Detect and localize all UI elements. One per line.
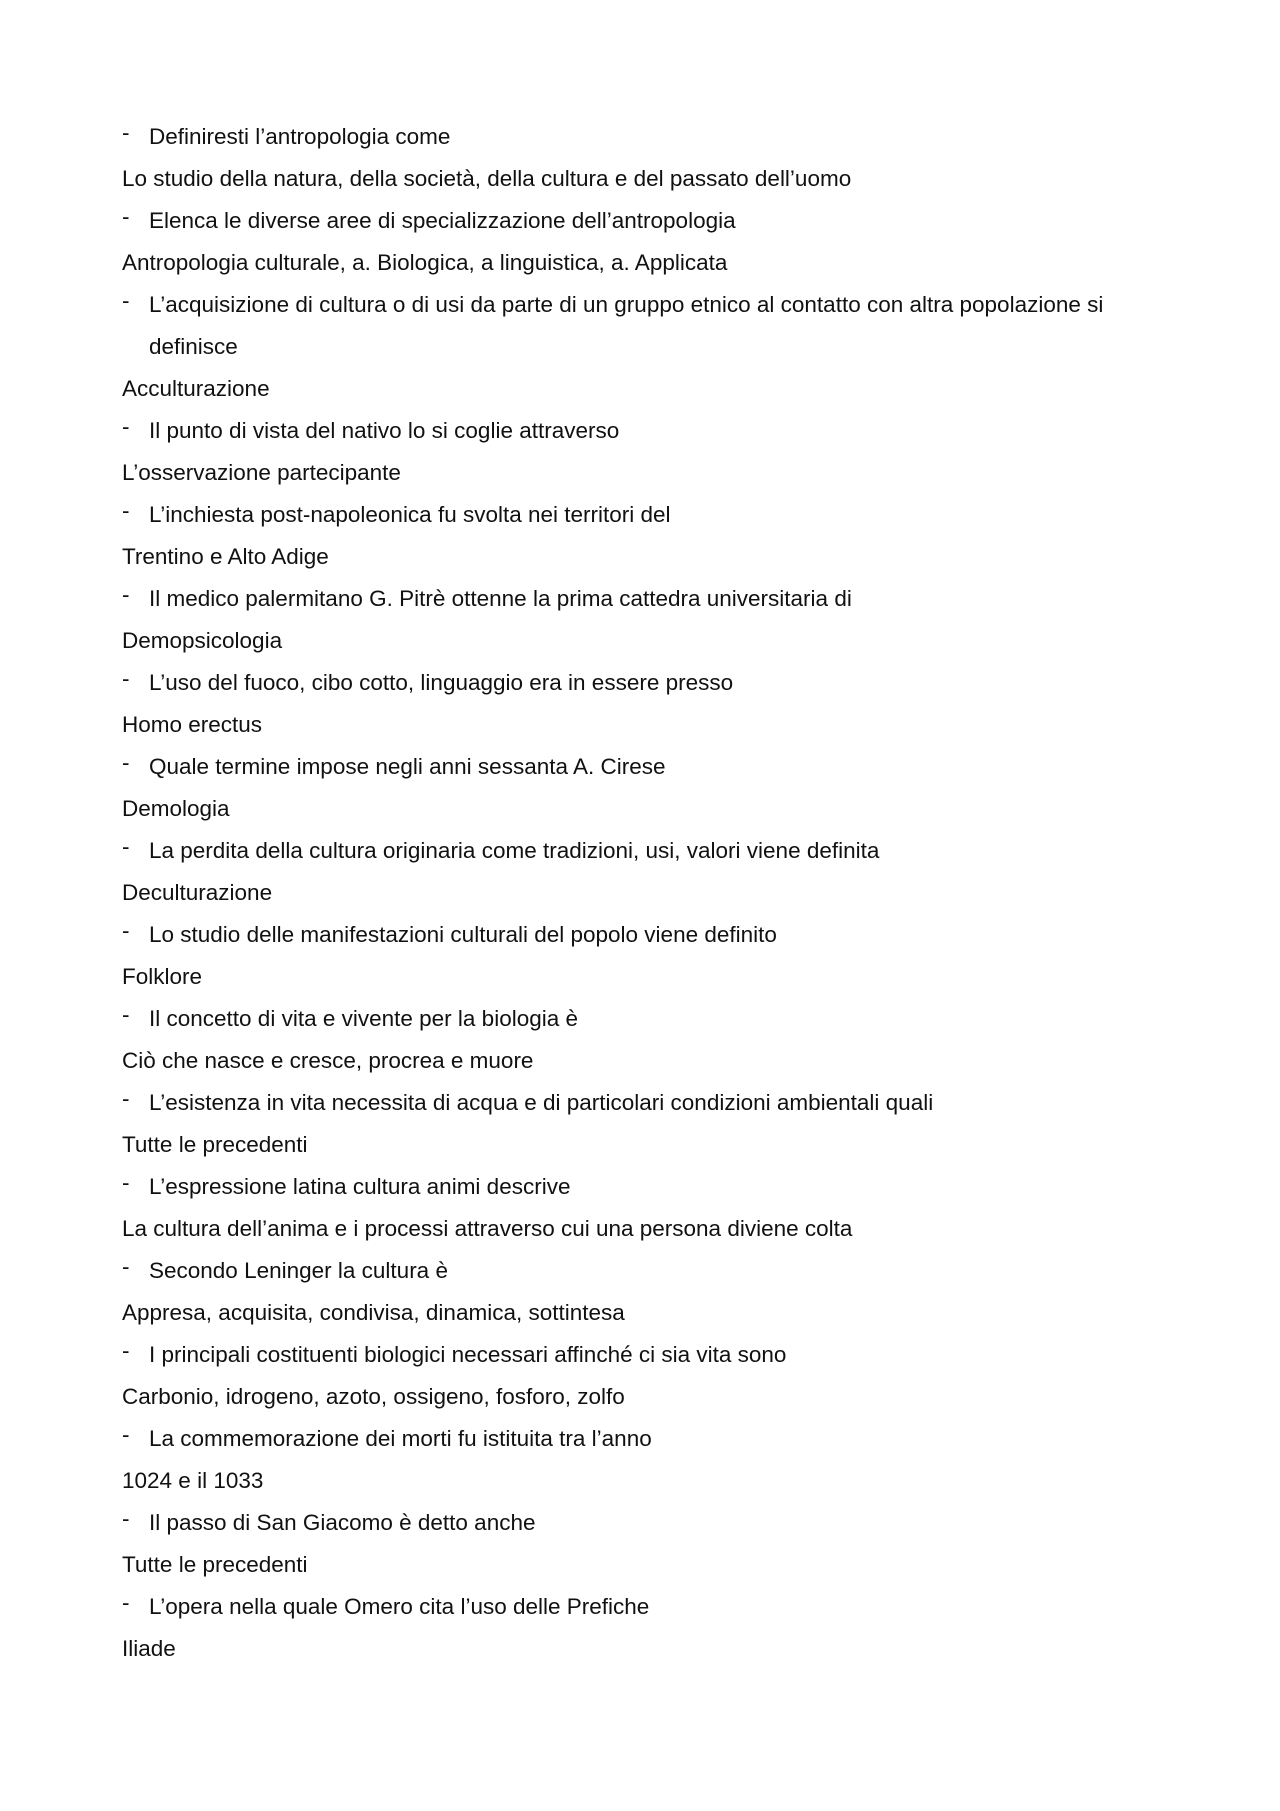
question-10 — [122, 914, 1182, 956]
answer-16: 1024 e il 1033 — [122, 1468, 264, 1493]
question-text: I principali costituenti biologici necessari affinché ci sia vita sono — [149, 1342, 787, 1367]
answer-15: Carbonio, idrogeno, azoto, ossigeno, fosforo, zolfo — [122, 1384, 625, 1409]
dash-bullet: - — [122, 1338, 130, 1363]
dash-bullet: - — [122, 1002, 130, 1027]
question-text: Il medico palermitano G. Pitrè ottenne la prima cattedra universitaria di — [149, 586, 852, 611]
dash-bullet: - — [122, 750, 130, 775]
dash-bullet: - — [122, 1086, 130, 1111]
answer-6: Demopsicologia — [122, 628, 283, 653]
question-8 — [122, 746, 1182, 788]
question-text: L’espressione latina cultura animi descrive — [149, 1174, 571, 1199]
dash-bullet: - — [122, 582, 130, 607]
dash-bullet: - — [122, 918, 130, 943]
dash-bullet: - — [122, 498, 130, 523]
question-7 — [122, 662, 1182, 704]
answer-13: La cultura dell’anima e i processi attraverso cui una persona diviene colta — [122, 1216, 853, 1241]
question-text: L’inchiesta post-napoleonica fu svolta nei territori del — [149, 502, 671, 527]
answer-7: Homo erectus — [122, 712, 263, 737]
question-13 — [122, 1166, 1182, 1208]
dash-bullet: - — [122, 834, 130, 859]
question-text: L’opera nella quale Omero cita l’uso delle Prefiche — [149, 1594, 650, 1619]
question-text: Elenca le diverse aree di specializzazione dell’antropologia — [149, 208, 736, 233]
question-1 — [122, 116, 1182, 158]
answer-18: Iliade — [122, 1636, 176, 1661]
question-text: Il passo di San Giacomo è detto anche — [149, 1510, 536, 1535]
answer-8: Demologia — [122, 796, 230, 821]
answer-12: Tutte le precedenti — [122, 1132, 308, 1157]
answer-11: Ciò che nasce e cresce, procrea e muore — [122, 1048, 534, 1073]
question-17 — [122, 1502, 1182, 1544]
answer-2: Antropologia culturale, a. Biologica, a linguistica, a. Applicata — [122, 250, 728, 275]
dash-bullet: - — [122, 666, 130, 691]
answer-14: Appresa, acquisita, condivisa, dinamica, sottintesa — [122, 1300, 625, 1325]
question-text: Definiresti l’antropologia come — [149, 124, 451, 149]
question-4 — [122, 410, 1182, 452]
answer-9: Deculturazione — [122, 880, 273, 905]
quiz-document — [122, 116, 1182, 1670]
question-text: Lo studio delle manifestazioni culturali del popolo viene definito — [149, 922, 777, 947]
question-text: Il concetto di vita e vivente per la biologia è — [149, 1006, 579, 1031]
answer-4: L’osservazione partecipante — [122, 460, 401, 485]
question-2 — [122, 200, 1182, 242]
question-text: Secondo Leninger la cultura è — [149, 1258, 448, 1283]
answer-1: Lo studio della natura, della società, della cultura e del passato dell’uomo — [122, 166, 852, 191]
question-3 — [122, 284, 1182, 368]
dash-bullet: - — [122, 120, 130, 145]
question-16 — [122, 1418, 1182, 1460]
question-11 — [122, 998, 1182, 1040]
question-6 — [122, 578, 1182, 620]
question-5 — [122, 494, 1182, 536]
answer-10: Folklore — [122, 964, 203, 989]
question-12 — [122, 1082, 1182, 1124]
question-text: Il punto di vista del nativo lo si coglie attraverso — [149, 418, 620, 443]
question-text: L’esistenza in vita necessita di acqua e di particolari condizioni ambientali quali — [149, 1090, 934, 1115]
question-18 — [122, 1586, 1182, 1628]
dash-bullet: - — [122, 1506, 130, 1531]
question-15 — [122, 1334, 1182, 1376]
answer-17: Tutte le precedenti — [122, 1552, 308, 1577]
question-14 — [122, 1250, 1182, 1292]
dash-bullet: - — [122, 1590, 130, 1615]
answer-3: Acculturazione — [122, 376, 270, 401]
question-text: L’acquisizione di cultura o di usi da parte di un gruppo etnico al contatto con altra popolazione si definisce — [149, 292, 1104, 359]
dash-bullet: - — [122, 204, 130, 229]
dash-bullet: - — [122, 1422, 130, 1447]
question-text: Quale termine impose negli anni sessanta A. Cirese — [149, 754, 666, 779]
question-text: La perdita della cultura originaria come tradizioni, usi, valori viene definita — [149, 838, 880, 863]
dash-bullet: - — [122, 1254, 130, 1279]
dash-bullet: - — [122, 288, 130, 313]
answer-5: Trentino e Alto Adige — [122, 544, 329, 569]
question-text: La commemorazione dei morti fu istituita tra l’anno — [149, 1426, 652, 1451]
question-text: L’uso del fuoco, cibo cotto, linguaggio era in essere presso — [149, 670, 734, 695]
dash-bullet: - — [122, 1170, 130, 1195]
dash-bullet: - — [122, 414, 130, 439]
question-9 — [122, 830, 1182, 872]
